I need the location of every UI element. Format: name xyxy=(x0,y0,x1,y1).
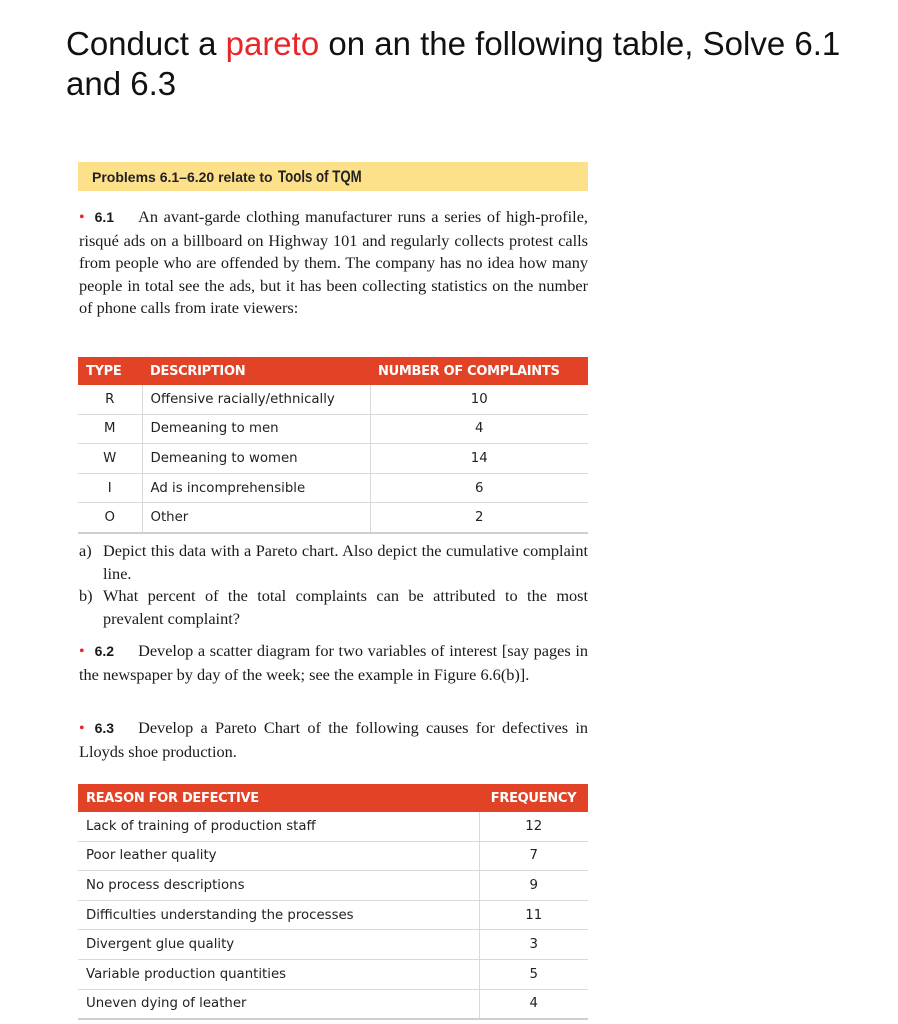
table-cell: Divergent glue quality xyxy=(78,930,479,960)
table-row xyxy=(78,473,588,503)
table-cell: M xyxy=(78,414,142,444)
question-label: a) xyxy=(79,541,92,560)
question-text: Depict this data with a Pareto chart. Also depict the cumulative complaint line. xyxy=(103,541,588,583)
problem-text: Develop a scatter diagram for two variables of interest [say pages in the newspaper by day of the week; see the example in Figure 6.6(b)]. xyxy=(79,641,588,684)
table-row xyxy=(78,900,588,930)
table-cell: 5 xyxy=(479,959,588,989)
table-cell: 10 xyxy=(370,385,588,414)
bullet-icon: • xyxy=(79,209,85,226)
table-cell: R xyxy=(78,385,142,414)
table-cell: Other xyxy=(142,503,370,533)
title-prefix: Conduct a xyxy=(66,25,226,62)
table-cell: No process descriptions xyxy=(78,871,479,901)
table-cell: Ad is incomprehensible xyxy=(142,473,370,503)
table-cell: Demeaning to women xyxy=(142,444,370,474)
table-cell: Demeaning to men xyxy=(142,414,370,444)
table-row xyxy=(78,503,588,533)
table-cell: 4 xyxy=(370,414,588,444)
table-cell: 6 xyxy=(370,473,588,503)
question-list xyxy=(79,540,588,630)
table-cell: 4 xyxy=(479,989,588,1019)
table-cell: Variable production quantities xyxy=(78,959,479,989)
page-title xyxy=(66,24,886,104)
table-cell: W xyxy=(78,444,142,474)
complaints-table xyxy=(78,357,588,534)
table-cell: Lack of training of production staff xyxy=(78,812,479,841)
table-header: TYPE xyxy=(78,357,142,385)
question-text: What percent of the total complaints can be attributed to the most prevalent complaint? xyxy=(103,586,588,628)
problem-number: 6.1 xyxy=(94,209,115,225)
problem-text: Develop a Pareto Chart of the following causes for defectives in Lloyds shoe production. xyxy=(79,718,588,761)
table-row xyxy=(78,930,588,960)
list-item xyxy=(79,585,588,630)
list-item xyxy=(79,540,588,585)
title-suffix: on an the following table, Solve 6.1 and 6.3 xyxy=(66,25,841,102)
bullet-icon: • xyxy=(79,643,85,660)
table-cell: I xyxy=(78,473,142,503)
problem-number: 6.2 xyxy=(94,643,115,659)
section-banner xyxy=(78,162,588,191)
problem-6-2 xyxy=(79,640,588,686)
table-header: DESCRIPTION xyxy=(142,357,370,385)
table-row xyxy=(78,989,588,1019)
table-cell: Uneven dying of leather xyxy=(78,989,479,1019)
table-cell: 9 xyxy=(479,871,588,901)
banner-text: Problems 6.1–6.20 relate to xyxy=(92,168,273,185)
problem-6-3 xyxy=(79,717,588,763)
table-cell: 3 xyxy=(479,930,588,960)
table-row xyxy=(78,414,588,444)
table-cell: Difficulties understanding the processes xyxy=(78,900,479,930)
question-label: b) xyxy=(79,586,93,606)
table-row xyxy=(78,385,588,414)
table-cell: Poor leather quality xyxy=(78,841,479,871)
defects-table xyxy=(78,784,588,1020)
table-row xyxy=(78,444,588,474)
bullet-icon: • xyxy=(79,720,85,737)
table-row xyxy=(78,812,588,841)
banner-highlight: Tools of TQM xyxy=(277,166,362,186)
problem-number: 6.3 xyxy=(94,720,115,736)
table-cell: 12 xyxy=(479,812,588,841)
table-cell: 7 xyxy=(479,841,588,871)
title-accent: pareto xyxy=(225,25,320,62)
table-cell: O xyxy=(78,503,142,533)
problem-text: An avant-garde clothing manufacturer runs a series of high-profile, risqué ads on a billboard on Highway 101 and regularly collects protest calls from people who are offended by them. The company has no idea how many people in total see the ads, but it has been collecting statistics on the number of phone calls from irate viewers: xyxy=(79,207,588,318)
table-cell: 11 xyxy=(479,900,588,930)
table-header: FREQUENCY xyxy=(479,784,588,812)
table-header: NUMBER OF COMPLAINTS xyxy=(370,357,588,385)
table-cell: 2 xyxy=(370,503,588,533)
table-row xyxy=(78,841,588,871)
problem-6-1 xyxy=(79,206,588,320)
table-row xyxy=(78,959,588,989)
table-header: REASON FOR DEFECTIVE xyxy=(78,784,479,812)
table-row xyxy=(78,871,588,901)
table-cell: 14 xyxy=(370,444,588,474)
table-cell: Offensive racially/ethnically xyxy=(142,385,370,414)
